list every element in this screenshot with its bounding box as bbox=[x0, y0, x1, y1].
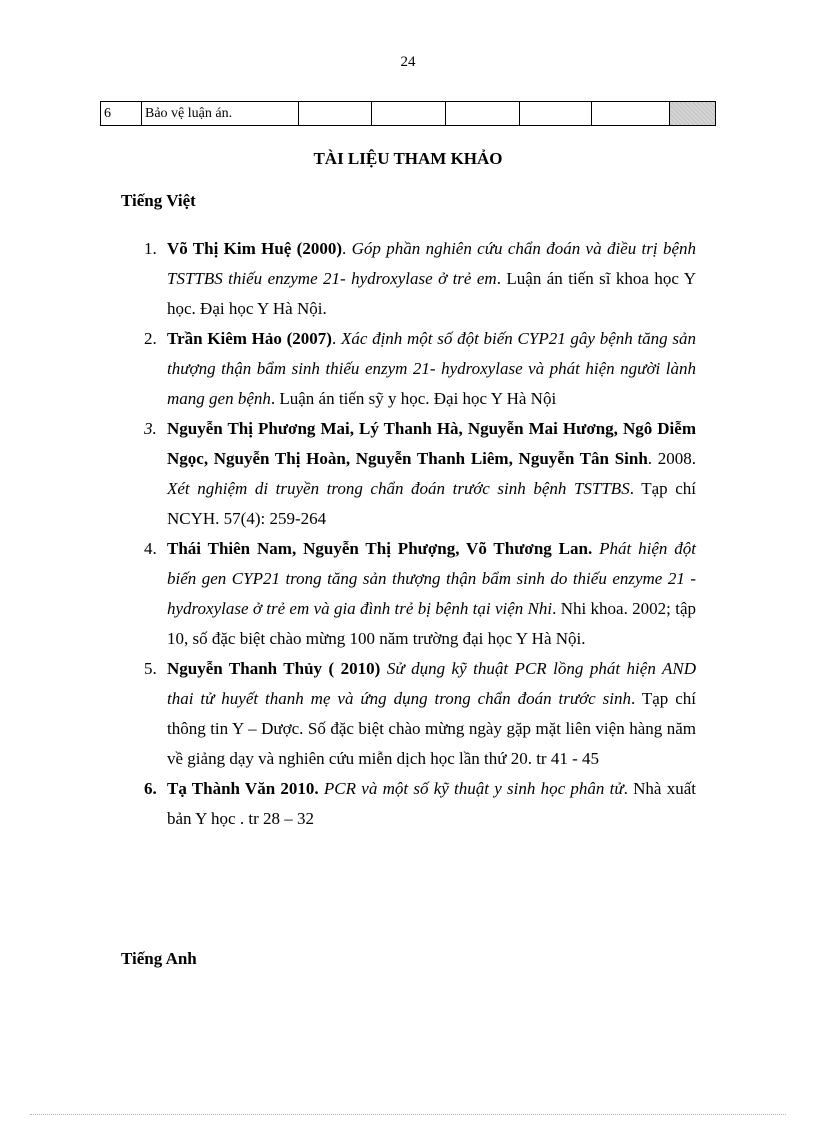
reference-item bbox=[138, 774, 696, 834]
table-cell bbox=[592, 102, 670, 126]
reference-separator: . 2008. bbox=[647, 449, 696, 468]
reference-author: Võ Thị Kim Huệ (2000) bbox=[167, 239, 343, 258]
table-row bbox=[101, 102, 716, 126]
reference-number: 5. bbox=[144, 659, 157, 678]
reference-title: Sử dụng kỹ thuật PCR lồng phát hiện AND thai tử huyết thanh mẹ và ứng dụng trong chẩn đoán trước sinh bbox=[167, 659, 697, 708]
page-title: TÀI LIỆU THAM KHẢO bbox=[313, 149, 503, 168]
table-cell bbox=[520, 102, 592, 126]
reference-author: Nguyễn Thị Phương Mai, Lý Thanh Hà, Nguyễn Mai Hương, Ngô Diễm Ngọc, Nguyễn Thị Hoàn, Nguyễn Thanh Liêm, Nguyễn Tân Sinh bbox=[167, 419, 696, 468]
reference-number: 2. bbox=[144, 329, 157, 348]
reference-source: . Nhi khoa. 2002; tập 10, số đặc biệt chào mừng 100 năm trường đại học Y Hà Nội. bbox=[167, 599, 696, 648]
reference-separator: . bbox=[342, 239, 352, 258]
reference-separator: . bbox=[331, 329, 341, 348]
reference-number: 1. bbox=[144, 239, 157, 258]
reference-title: Xác định một số đột biến CYP21 gây bệnh tăng sản thượng thận bẩm sinh thiếu enzym 21- hydroxylase và phát hiện người lành mang gen bệnh bbox=[167, 329, 697, 408]
schedule-table bbox=[100, 101, 716, 126]
shaded-cell bbox=[670, 102, 716, 126]
reference-source: . Nhà xuất bản Y học . tr 28 – 32 bbox=[167, 779, 696, 828]
reference-author: Nguyễn Thanh Thủy ( 2010) bbox=[167, 659, 381, 678]
table-cell bbox=[446, 102, 520, 126]
row-task: Bảo vệ luận án. bbox=[142, 102, 299, 126]
reference-author: Trần Kiêm Hảo (2007) bbox=[167, 329, 332, 348]
reference-author: Thái Thiên Nam, Nguyễn Thị Phượng, Võ Thương Lan. bbox=[167, 539, 593, 558]
reference-item bbox=[138, 234, 696, 324]
reference-title: Phát hiện đột biến gen CYP21 trong tăng sản thượng thận bẩm sinh do thiếu enzyme 21 - hydroxylase ở trẻ em và gia đình trẻ bị bệnh tại viện Nhi bbox=[167, 539, 696, 618]
page-number: 24 bbox=[400, 54, 416, 70]
reference-item bbox=[138, 414, 696, 534]
reference-number: 3. bbox=[144, 419, 157, 438]
reference-source: . Tạp chí NCYH. 57(4): 259-264 bbox=[167, 479, 696, 528]
row-index: 6 bbox=[101, 102, 142, 126]
section-heading-vietnamese: Tiếng Việt bbox=[121, 191, 196, 210]
reference-item bbox=[138, 534, 696, 654]
page-footer-rule bbox=[30, 1114, 786, 1115]
reference-number: 6. bbox=[144, 779, 157, 798]
table-cell bbox=[299, 102, 372, 126]
reference-title: Góp phần nghiên cứu chẩn đoán và điều trị bệnh TSTTBS thiếu enzyme 21- hydroxylase ở trẻ em bbox=[167, 239, 697, 288]
reference-source: . Tạp chí thông tin Y – Dược. Số đặc biệt chào mừng ngày gặp mặt liên viện hàng năm về giảng dạy và nghiên cứu miễn dịch học lần thứ 20. tr 41 - 45 bbox=[167, 689, 696, 768]
reference-title: PCR và một số kỹ thuật y sinh học phân tử bbox=[323, 779, 624, 798]
reference-number: 4. bbox=[144, 539, 157, 558]
reference-item bbox=[138, 324, 696, 414]
reference-item bbox=[138, 654, 696, 774]
reference-source: . Luận án tiến sĩ khoa học Y học. Đại học Y Hà Nội. bbox=[167, 269, 697, 318]
reference-list bbox=[138, 234, 696, 834]
section-heading-english: Tiếng Anh bbox=[121, 949, 197, 968]
reference-source: . Luận án tiến sỹ y học. Đại học Y Hà Nội bbox=[270, 389, 557, 408]
reference-title: Xét nghiệm di truyền trong chẩn đoán trước sinh bệnh TSTTBS bbox=[167, 479, 630, 498]
table-cell bbox=[372, 102, 446, 126]
reference-author: Tạ Thành Văn 2010. bbox=[167, 779, 319, 798]
